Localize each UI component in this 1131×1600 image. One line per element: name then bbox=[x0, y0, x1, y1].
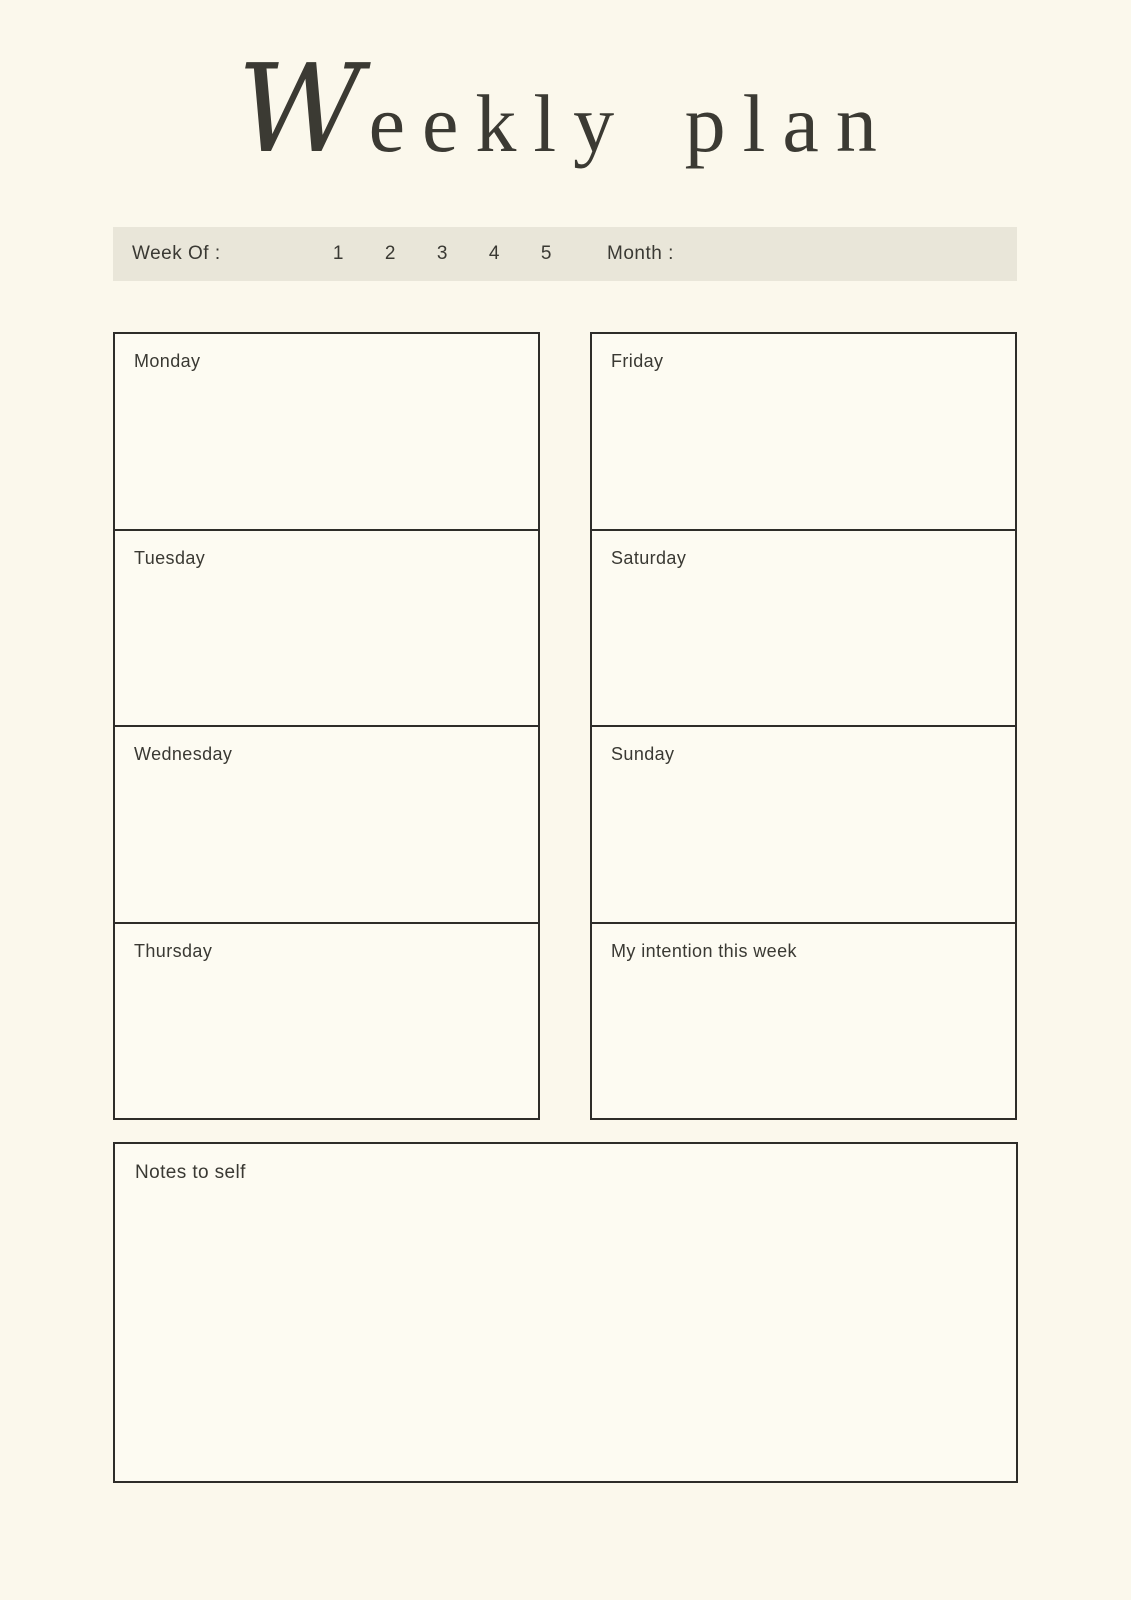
day-box-wednesday[interactable] bbox=[113, 725, 540, 924]
day-label-thursday: Thursday bbox=[134, 940, 213, 961]
day-box-sunday[interactable] bbox=[590, 725, 1017, 924]
day-box-tuesday[interactable] bbox=[113, 529, 540, 728]
day-box-monday[interactable] bbox=[113, 332, 540, 531]
week-number-3[interactable]: 3 bbox=[436, 243, 448, 264]
week-of-bar bbox=[113, 227, 1017, 281]
day-label-saturday: Saturday bbox=[611, 547, 687, 568]
week-number-2[interactable]: 2 bbox=[384, 243, 396, 264]
day-box-saturday[interactable] bbox=[590, 529, 1017, 728]
week-number-5[interactable]: 5 bbox=[540, 243, 552, 264]
week-number-4[interactable]: 4 bbox=[488, 243, 500, 264]
notes-label: Notes to self bbox=[135, 1162, 246, 1183]
week-number-list bbox=[333, 243, 552, 265]
day-label-monday: Monday bbox=[134, 351, 201, 371]
week-number-1[interactable]: 1 bbox=[332, 243, 344, 264]
planner-column-right bbox=[590, 332, 1017, 1120]
month-label: Month : bbox=[607, 243, 674, 264]
week-of-label: Week Of : bbox=[132, 243, 221, 264]
intention-box[interactable] bbox=[590, 922, 1017, 1121]
page-title bbox=[0, 38, 1131, 180]
title-rest-text: eekly plan bbox=[368, 78, 894, 169]
day-label-friday: Friday bbox=[611, 351, 664, 371]
notes-box[interactable] bbox=[113, 1142, 1018, 1483]
day-box-thursday[interactable] bbox=[113, 922, 540, 1121]
intention-label: My intention this week bbox=[611, 940, 797, 961]
day-label-tuesday: Tuesday bbox=[134, 547, 206, 568]
planner-grid bbox=[113, 332, 1017, 1120]
day-box-friday[interactable] bbox=[590, 332, 1017, 531]
day-label-wednesday: Wednesday bbox=[134, 744, 233, 764]
day-label-sunday: Sunday bbox=[611, 744, 675, 764]
planner-column-left bbox=[113, 332, 540, 1120]
title-initial-letter: W bbox=[237, 38, 365, 180]
